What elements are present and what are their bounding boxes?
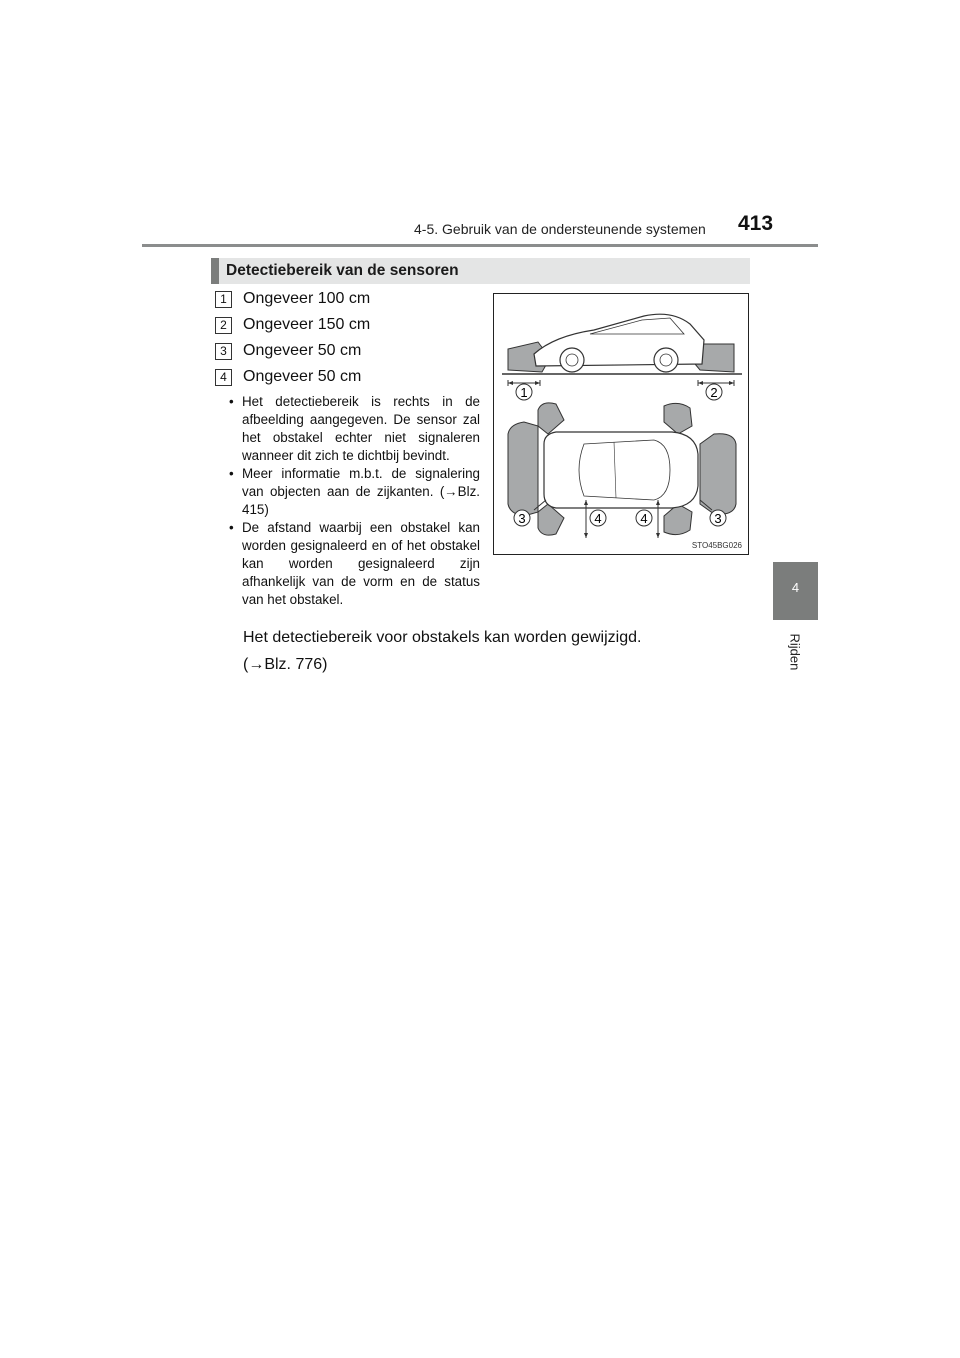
sensor-range-figure <box>493 293 749 555</box>
label-1: 1 <box>520 385 528 400</box>
top-rear-left-corner <box>538 403 564 434</box>
item-number-badge: 1 <box>215 291 232 308</box>
item-number-badge: 3 <box>215 343 232 360</box>
note-item: • Het detectiebereik is rechts in de afbeelding aangegeven. De sensor zal het obstakel echter niet signaleren wanneer dit zich te dichtbij bevindt. <box>228 393 480 465</box>
car-top-roof <box>579 440 670 500</box>
section-title: Detectiebereik van de sensoren <box>226 262 459 279</box>
label-2: 2 <box>710 385 718 400</box>
sensor-diagram <box>494 294 750 556</box>
item-text: Ongeveer 100 cm <box>243 290 371 307</box>
item-text: Ongeveer 150 cm <box>243 316 371 333</box>
section-heading <box>211 258 750 284</box>
rear-wheel <box>560 348 584 372</box>
front-wheel <box>654 348 678 372</box>
top-rear-zone <box>508 422 538 516</box>
chapter-side-label <box>784 631 804 681</box>
side-label-text: Rijden <box>787 633 803 671</box>
top-front-left-corner <box>664 403 692 434</box>
page-header <box>0 0 960 250</box>
page-number: 413 <box>738 212 774 235</box>
label-4-rear: 4 <box>594 511 602 526</box>
chapter-side-tab[interactable] <box>773 562 818 620</box>
label-3-rear: 3 <box>518 511 526 526</box>
chapter-title: 4-5. Gebruik van de ondersteunende systemen <box>414 221 706 237</box>
figure-code: STO45BG026 <box>691 541 742 550</box>
car-side-body <box>534 314 704 366</box>
footer-note: Het detectiebereik voor obstakels kan worden gewijzigd. <box>243 629 642 646</box>
header-rule <box>142 244 818 247</box>
top-front-zone <box>700 434 736 515</box>
side-tab-number: 4 <box>791 580 800 595</box>
label-3-front: 3 <box>714 511 722 526</box>
top-rear-right-corner <box>538 504 564 535</box>
footer-reference[interactable]: (→Blz. 776) <box>243 656 328 673</box>
label-4-front: 4 <box>640 511 648 526</box>
item-number-badge: 2 <box>215 317 232 334</box>
notes-list <box>228 393 480 609</box>
item-text: Ongeveer 50 cm <box>243 342 362 359</box>
item-text: Ongeveer 50 cm <box>243 368 362 385</box>
section-accent <box>211 258 219 284</box>
note-item: • Meer informatie m.b.t. de signalering van objecten aan de zijkanten. (→Blz. 415) <box>228 465 480 519</box>
note-item: • De afstand waarbij een obstakel kan worden gesignaleerd en of het obstakel kan worden gesignaleerd zijn afhankelijk van de vorm en de status van het obstakel. <box>228 519 480 609</box>
item-number-badge: 4 <box>215 369 232 386</box>
